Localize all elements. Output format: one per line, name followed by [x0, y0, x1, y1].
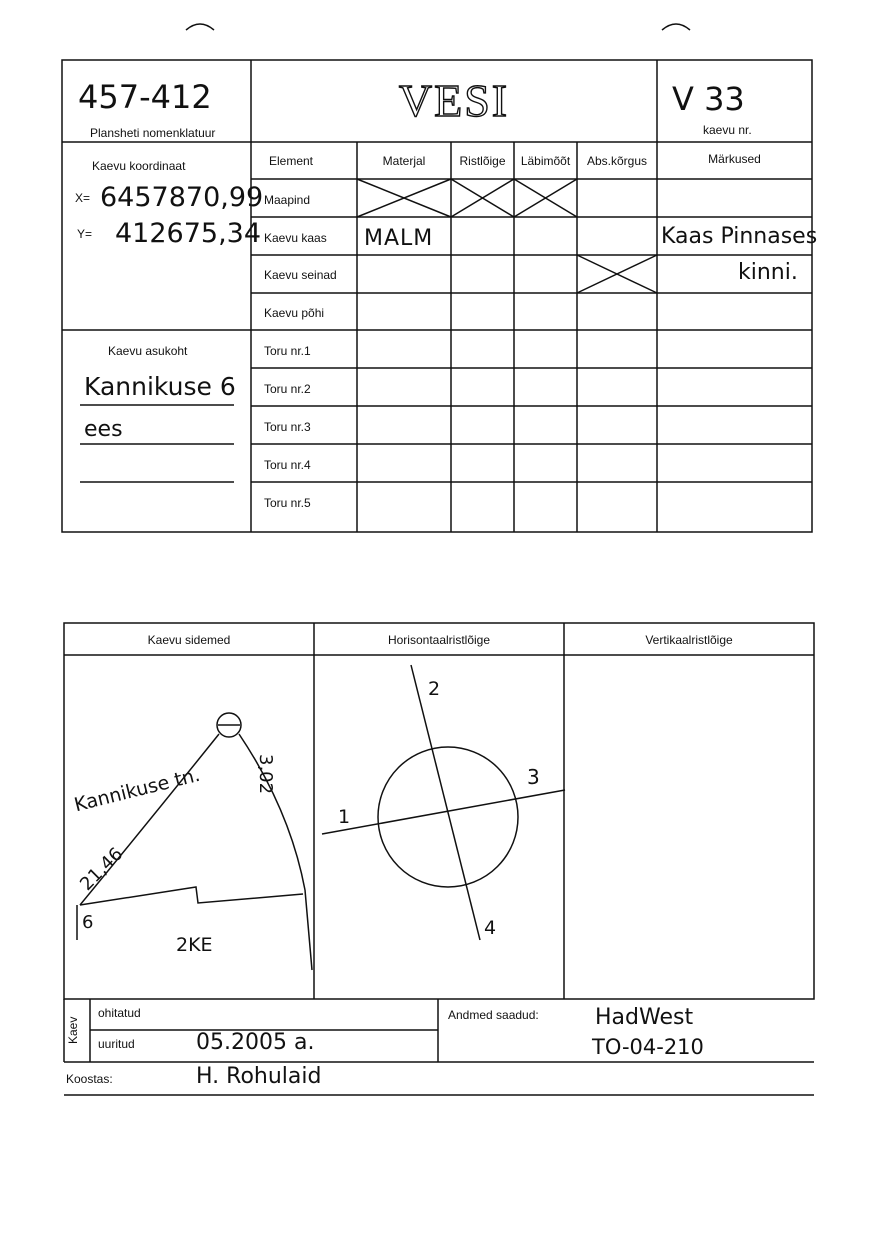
- row-label-walls: Kaevu seinad: [264, 268, 337, 282]
- well-number-label: kaevu nr.: [703, 123, 752, 137]
- section-ties-title: Kaevu sidemed: [147, 633, 231, 647]
- location-line1: Kannikuse 6: [84, 372, 236, 401]
- x-label: X=: [75, 191, 91, 205]
- horizontal-sketch-lines: [322, 665, 565, 940]
- footer-data-source-line2: TO-04-210: [592, 1035, 704, 1059]
- coordinates-label: Kaevu koordinaat: [92, 159, 186, 173]
- y-label: Y=: [77, 227, 93, 241]
- remark-line1: Kaas Pinnases: [661, 224, 818, 249]
- x-value: 6457870,99: [100, 182, 264, 213]
- footer-surveyed-value: 05.2005 a.: [196, 1030, 315, 1055]
- distance-right: 3,02: [255, 754, 276, 795]
- remark-line2: kinni.: [738, 260, 798, 285]
- form-title: VESI: [398, 75, 510, 126]
- row-label-pipe5: Toru nr.5: [264, 496, 311, 510]
- col-header-remarks: Märkused: [708, 152, 761, 166]
- punch-mark-right: [662, 24, 690, 30]
- row-label-bottom: Kaevu põhi: [264, 306, 325, 320]
- footer-surveyed-label: uuritud: [98, 1037, 135, 1051]
- distance-left: 21,46: [76, 843, 128, 895]
- section-vertical-title: Vertikaalristlõige: [645, 633, 733, 647]
- col-header-cross-section: Ristlõige: [459, 154, 506, 168]
- row-label-pipe4: Toru nr.4: [264, 458, 311, 472]
- col-header-element: Element: [268, 154, 314, 168]
- cover-material-value: MALM: [364, 226, 434, 251]
- row-label-pipe1: Toru nr.1: [264, 344, 311, 358]
- pipe-label-1: 1: [338, 806, 351, 828]
- row-label-pipe2: Toru nr.2: [264, 382, 311, 396]
- location-line2: ees: [84, 417, 123, 442]
- col-header-diameter: Läbimõõt: [520, 154, 571, 168]
- ties-sketch-lines: [77, 713, 312, 970]
- y-value: 412675,34: [115, 218, 262, 249]
- section-horizontal-title: Horisontaalristlõige: [387, 633, 491, 647]
- house-number: 6: [82, 912, 94, 933]
- pipe-label-4: 4: [484, 917, 497, 939]
- well-number-value: V 33: [672, 80, 745, 118]
- nomenclature-value: 457-412: [78, 78, 212, 116]
- nomenclature-label: Plansheti nomenklatuur: [90, 126, 216, 140]
- row-label-cover: Kaevu kaas: [264, 231, 327, 245]
- footer-data-source-label: Andmed saadud:: [448, 1008, 539, 1022]
- footer-compiled-value: H. Rohulaid: [196, 1064, 322, 1089]
- col-header-material: Materjal: [382, 154, 426, 168]
- building-label: 2KE: [176, 934, 213, 956]
- street-label: Kannikuse tn.: [72, 763, 203, 817]
- col-header-abs-height: Abs.kõrgus: [586, 154, 648, 168]
- row-label-pipe3: Toru nr.3: [264, 420, 311, 434]
- punch-mark-left: [186, 24, 214, 30]
- footer-checked-label: ohitatud: [98, 1006, 141, 1020]
- footer-compiled-label: Koostas:: [66, 1072, 113, 1086]
- row-label-ground: Maapind: [264, 193, 311, 207]
- pipe-label-2: 2: [428, 678, 441, 700]
- pipe-label-3: 3: [527, 765, 540, 789]
- footer-data-source-line1: HadWest: [595, 1005, 694, 1030]
- location-label: Kaevu asukoht: [108, 344, 188, 358]
- footer-well-label: Kaev: [66, 1016, 80, 1044]
